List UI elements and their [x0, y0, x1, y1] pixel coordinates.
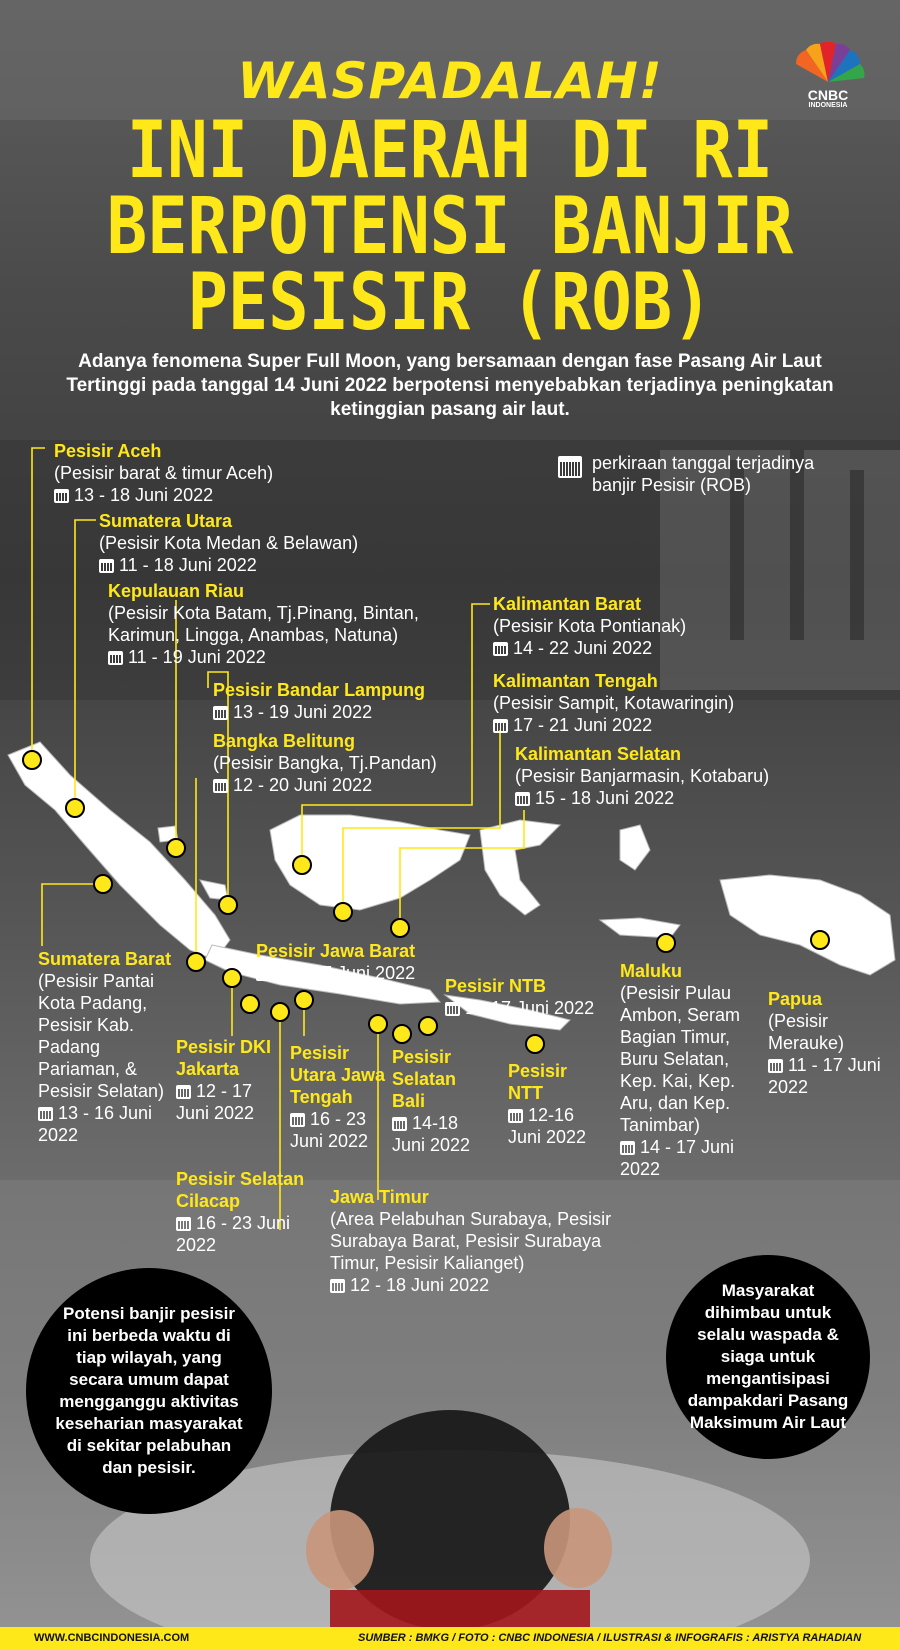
- note-left-text: Potensi banjir pesisir ini berbeda waktu di tiap wilayah, yang secara umum dapat mengganggu aktivitas keseharian masyarakat di sekitar pelabuhan dan pesisir.: [55, 1304, 243, 1477]
- note-left: [26, 1268, 272, 1514]
- loc-dki-date: 12 - 17 Juni 2022: [176, 1081, 255, 1123]
- marker-jabar: [241, 995, 259, 1013]
- title-line-1: INI DAERAH DI RI: [126, 106, 774, 196]
- loc-lampung-date: 13 - 19 Juni 2022: [233, 702, 373, 722]
- loc-ntt-date: 12-16 Juni 2022: [508, 1105, 587, 1147]
- loc-dki-name: Pesisir DKI Jakarta: [176, 1037, 272, 1079]
- maluku-islands: [600, 825, 680, 938]
- marker-jatim: [369, 1015, 387, 1033]
- calendar-icon: [54, 489, 69, 503]
- marker-lampung: [187, 953, 205, 971]
- loc-ntb-date: 13-17 Juni 2022: [465, 998, 595, 1018]
- marker-kepri: [167, 839, 185, 857]
- loc-jabar-date: 12 - 17 Juni 2022: [276, 963, 416, 983]
- leader-sumut: [75, 520, 96, 808]
- title-line-2: BERPOTENSI BANJIR: [106, 182, 794, 272]
- loc-jatim: [330, 1186, 630, 1296]
- loc-dki: [176, 1036, 276, 1124]
- loc-papua-desc: (Pesisir Merauke): [768, 1011, 845, 1053]
- calendar-icon: [515, 792, 530, 806]
- brand-name: CNBC: [807, 87, 849, 103]
- loc-maluku-date: 14 - 17 Juni 2022: [620, 1137, 735, 1179]
- calendar-icon: [108, 651, 123, 665]
- calendar-icon: [493, 642, 508, 656]
- calendar-icon: [768, 1059, 783, 1073]
- loc-babel-desc: (Pesisir Bangka, Tj.Pandan): [213, 753, 437, 773]
- loc-kalbar-desc: (Pesisir Kota Pontianak): [493, 616, 687, 636]
- calendar-icon: [99, 559, 114, 573]
- note-right-text: Masyarakat dihimbau untuk selalu waspada & siaga untuk mengantisipasi dampakdari Pasang Maksimum Air Laut: [687, 1281, 849, 1432]
- loc-babel-date: 12 - 20 Juni 2022: [233, 775, 373, 795]
- loc-maluku: [620, 960, 755, 1180]
- loc-papua: [768, 988, 883, 1098]
- loc-kalbar-date: 14 - 22 Juni 2022: [513, 638, 653, 658]
- brand-sub: INDONESIA: [808, 102, 848, 109]
- sulawesi-island: [480, 820, 560, 915]
- calendar-icon: [493, 719, 508, 733]
- marker-papua: [811, 931, 829, 949]
- loc-kalbar-name: Kalimantan Barat: [493, 594, 642, 614]
- calendar-icon: [290, 1113, 305, 1127]
- loc-cilacap-date: 16 - 23 Juni 2022: [176, 1213, 291, 1255]
- leader-aceh: [32, 448, 45, 760]
- calendar-icon: [213, 779, 228, 793]
- loc-ntt-name: Pesisir NTT: [508, 1061, 568, 1103]
- loc-lampung-name: Pesisir Bandar Lampung: [213, 680, 426, 700]
- calendar-icon: [256, 967, 271, 981]
- loc-kepri-desc: (Pesisir Kota Batam, Tj.Pinang, Bintan, Karimun, Lingga, Anambas, Natuna): [108, 603, 419, 645]
- marker-babel: [219, 896, 237, 914]
- footer-site: WWW.CNBCINDONESIA.COM: [34, 1632, 190, 1644]
- intro-text: Adanya fenomena Super Full Moon, yang bersamaan dengan fase Pasang Air Laut Tertinggi pada tanggal 14 Juni 2022 berpotensi menyebabkan terjadinya peningkatan ketinggian pasang air laut.: [66, 351, 834, 420]
- loc-ntt: [508, 1060, 603, 1148]
- calendar-icon: [330, 1279, 345, 1293]
- marker-dki: [223, 969, 241, 987]
- kicker: WASPADALAH!: [237, 52, 663, 110]
- loc-jateng-date: 16 - 23 Juni 2022: [290, 1109, 369, 1151]
- calendar-icon: [213, 706, 228, 720]
- calendar-icon: [445, 1002, 460, 1016]
- loc-jatim-name: Jawa Timur: [330, 1187, 429, 1207]
- loc-maluku-name: Maluku: [620, 961, 683, 981]
- leader-sumbar: [42, 884, 103, 946]
- marker-maluku: [657, 934, 675, 952]
- loc-kalsel-date: 15 - 18 Juni 2022: [535, 788, 675, 808]
- loc-aceh-name: Pesisir Aceh: [54, 441, 162, 461]
- loc-papua-name: Papua: [768, 989, 823, 1009]
- calendar-icon: [620, 1141, 635, 1155]
- marker-sumut: [66, 799, 84, 817]
- loc-sumut-name: Sumatera Utara: [99, 511, 233, 531]
- loc-jabar-name: Pesisir Jawa Barat: [256, 941, 416, 961]
- loc-aceh-date: 13 - 18 Juni 2022: [74, 485, 214, 505]
- loc-jatim-desc: (Area Pelabuhan Surabaya, Pesisir Surabaya Barat, Pesisir Surabaya Timur, Pesisir Kalianget): [330, 1209, 612, 1273]
- marker-kalbar: [293, 856, 311, 874]
- legend-text: perkiraan tanggal terjadinya banjir Pesisir (ROB): [592, 453, 815, 495]
- marker-jateng: [295, 991, 313, 1009]
- loc-sumut: [99, 510, 439, 576]
- loc-sumbar-name: Sumatera Barat: [38, 949, 172, 969]
- loc-kalteng-name: Kalimantan Tengah: [493, 671, 658, 691]
- marker-ntb: [419, 1017, 437, 1035]
- loc-bali-name: Pesisir Selatan Bali: [392, 1047, 457, 1111]
- loc-kalsel-name: Kalimantan Selatan: [515, 744, 682, 764]
- loc-kalteng: [493, 670, 763, 736]
- loc-maluku-desc: (Pesisir Pulau Ambon, Seram Bagian Timur, Buru Selatan, Kep. Kai, Kep. Aru, dan Kep. Tanimbar): [620, 983, 741, 1135]
- calendar-icon: [392, 1117, 407, 1131]
- calendar-icon: [176, 1217, 191, 1231]
- loc-jatim-date: 12 - 18 Juni 2022: [350, 1275, 490, 1295]
- footer-bar: [0, 1627, 900, 1650]
- loc-ntb-name: Pesisir NTB: [445, 976, 547, 996]
- marker-kalteng: [334, 903, 352, 921]
- loc-sumut-date: 11 - 18 Juni 2022: [119, 555, 257, 575]
- calendar-icon: [558, 456, 582, 478]
- loc-kalbar: [493, 593, 753, 659]
- loc-kalteng-date: 17 - 21 Juni 2022: [513, 715, 653, 735]
- loc-bali-date: 14-18 Juni 2022: [392, 1113, 471, 1155]
- loc-ntb: [445, 975, 625, 1019]
- loc-jateng: [290, 1042, 390, 1152]
- loc-jateng-name: Pesisir Utara Jawa Tengah: [290, 1043, 386, 1107]
- loc-kalsel: [515, 743, 795, 809]
- loc-bali: [392, 1046, 492, 1156]
- loc-cilacap: [176, 1168, 321, 1256]
- marker-sumbar: [94, 875, 112, 893]
- calendar-icon: [508, 1109, 523, 1123]
- marker-bali: [393, 1025, 411, 1043]
- marker-ntt: [526, 1035, 544, 1053]
- loc-kalteng-desc: (Pesisir Sampit, Kotawaringin): [493, 693, 735, 713]
- loc-sumbar: [38, 948, 173, 1146]
- loc-babel: [213, 730, 483, 796]
- loc-kepri-name: Kepulauan Riau: [108, 581, 245, 601]
- calendar-icon: [38, 1107, 53, 1121]
- marker-cilacap: [271, 1003, 289, 1021]
- loc-lampung: [213, 679, 483, 723]
- calendar-icon: [176, 1085, 191, 1099]
- legend: [558, 452, 858, 496]
- loc-aceh-desc: (Pesisir barat & timur Aceh): [54, 463, 274, 483]
- marker-kalsel: [391, 919, 409, 937]
- loc-sumbar-desc: (Pesisir Pantai Kota Padang, Pesisir Kab. Padang Pariaman, & Pesisir Selatan): [38, 971, 165, 1101]
- loc-cilacap-name: Pesisir Selatan Cilacap: [176, 1169, 305, 1211]
- loc-kepri-date: 11 - 19 Juni 2022: [128, 647, 266, 667]
- loc-papua-date: 11 - 17 Juni 2022: [768, 1055, 881, 1097]
- footer-credit: SUMBER : BMKG / FOTO : CNBC INDONESIA / ILUSTRASI & INFOGRAFIS : ARISTYA RAHADIAN: [358, 1632, 862, 1644]
- marker-aceh: [23, 751, 41, 769]
- loc-babel-name: Bangka Belitung: [213, 731, 356, 751]
- note-right: [666, 1255, 870, 1459]
- loc-aceh: [54, 440, 354, 506]
- title-line-3: PESISIR (ROB): [187, 258, 713, 348]
- loc-kepri: [108, 580, 428, 668]
- loc-sumbar-date: 13 - 16 Juni 2022: [38, 1103, 153, 1145]
- loc-sumut-desc: (Pesisir Kota Medan & Belawan): [99, 533, 359, 553]
- loc-jabar: [256, 940, 476, 984]
- loc-kalsel-desc: (Pesisir Banjarmasin, Kotabaru): [515, 766, 770, 786]
